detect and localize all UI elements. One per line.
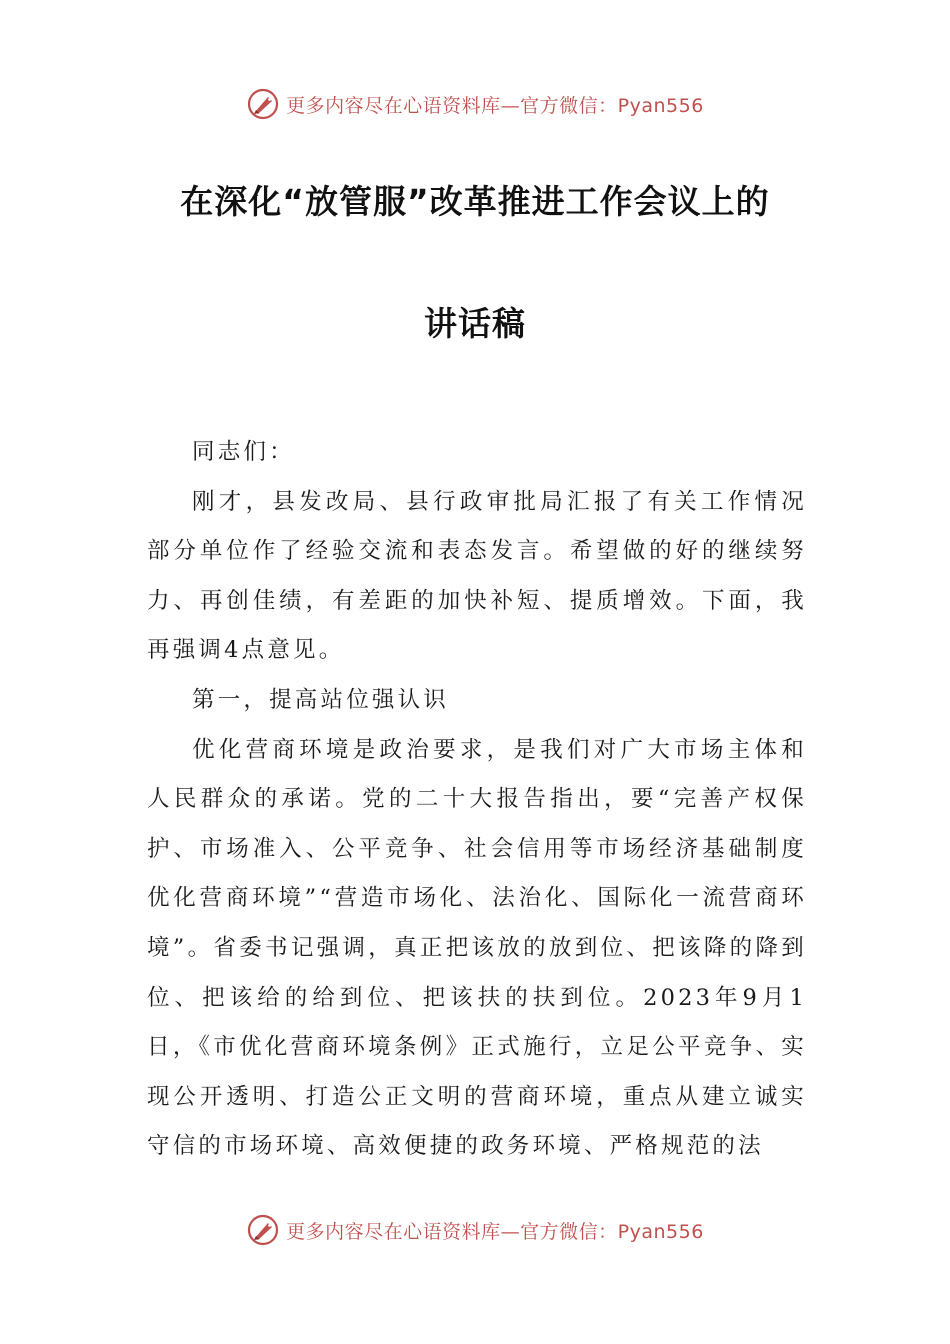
pen-nib-logo-icon [246, 1213, 280, 1247]
salutation: 同志们： [192, 439, 295, 465]
section-heading: 第一，提高站位强认识 [192, 686, 450, 713]
watermark-footer [0, 1210, 950, 1250]
pen-nib-logo-icon [246, 87, 280, 121]
document-title-line-1: 在深化“放管服”改革推进工作会议上的 [180, 182, 770, 221]
paragraph: 刚才，县发改局、县行政审批局汇报了有关工作情况部分单位作了经验交流和表态发言。希望做的好的继续努力、再创佳绩，有差距的加快补短、提质增效。下面，我再强调4点意见。 [147, 488, 807, 664]
document-title-line-2: 讲话稿 [424, 304, 526, 343]
watermark-text: 更多内容尽在心语资料库—官方微信：Pyan556 [286, 94, 704, 117]
watermark-header [0, 84, 950, 124]
document-body [147, 428, 807, 1172]
watermark-text: 更多内容尽在心语资料库—官方微信：Pyan556 [286, 1220, 704, 1243]
paragraph: 优化营商环境是政治要求，是我们对广大市场主体和人民群众的承诺。党的二十大报告指出，要“完善产权保护、市场准入、公平竞争、社会信用等市场经济基础制度优化营商环境”“营造市场化、法治化、国际化一流营商环境”。省委书记强调，真正把该放的放到位、把该降的降到位、把该给的给到位、把该扶的扶到位。2023年9月1日，《市优化营商环境条例》正式施行，立足公平竞争、实现公开透明、打造公正文明的营商环境，重点从建立诚实守信的市场环境、高效便捷的政务环境、严格规范的法 [147, 736, 807, 1160]
